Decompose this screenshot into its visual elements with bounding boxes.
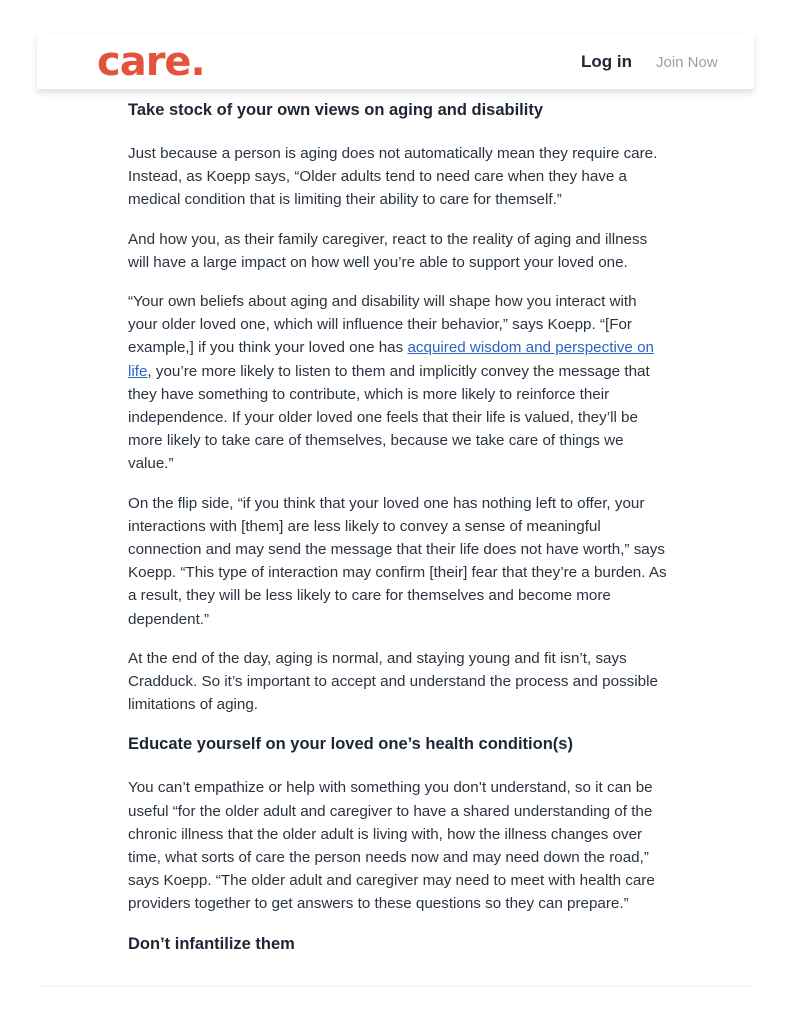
join-now-link[interactable]: Join Now (656, 54, 718, 71)
paragraph-with-link (128, 290, 668, 476)
section-heading-dont-infantilize: Don’t infantilize them (128, 934, 295, 953)
login-link[interactable]: Log in (581, 52, 632, 71)
paragraph-text: “Your own beliefs about aging and disability will shape how you interact with your older loved one, which will influence their behavior,” says Koepp. “[For example,] if you think your loved one has (128, 293, 637, 357)
acquired-wisdom-link[interactable]: acquired wisdom and perspective on life (128, 339, 654, 380)
paragraph: Just because a person is aging does not automatically mean they require care. Instead, as Koepp says, “Older adults tend to need care when they have a medical condition that is limiting their ability to care for themself.” (128, 145, 658, 209)
paragraph: You can’t empathize or help with something you don’t understand, so it can be useful “for the older adult and caregiver to have a shared understanding of the chronic illness that the older adult is living with, how the illness changes over time, what sorts of care the person needs now and may need down the road,” says Koepp. “The older adult and caregiver may need to meet with health care providers together to get answers to these questions so they can prepare.” (128, 779, 655, 913)
paragraph: At the end of the day, aging is normal, and staying young and fit isn’t, says Cradduck. So it’s important to accept and understand the process and possible limitations of aging. (128, 649, 658, 714)
paragraph-text: , you’re more likely to listen to them and implicitly convey the message that they have something to contribute, which is more likely to reinforce their independence. If your older loved one feels that their life is valued, they’ll be more likely to take care of themselves, because we take care of things we value.” (128, 362, 650, 473)
paragraph: On the flip side, “if you think that your loved one has nothing left to offer, your interactions with [them] are less likely to convey a sense of meaningful connection and may send the message that their life does not have worth,” says Koepp. “This type of interaction may confirm [their] fear that they’re a burden. As a result, they will be less likely to care for themselves and become more dependent.” (128, 494, 667, 628)
section-heading-health-condition: Educate yourself on your loved one’s health condition(s) (128, 735, 573, 754)
article-body (128, 98, 668, 956)
divider (37, 986, 754, 987)
care-logo[interactable]: care. (97, 39, 205, 85)
site-header (37, 34, 754, 90)
paragraph: And how you, as their family caregiver, react to the reality of aging and illness will have a large impact on how well you’re able to support your loved one. (128, 230, 648, 271)
section-heading-views-on-aging: Take stock of your own views on aging and disability (128, 101, 544, 119)
